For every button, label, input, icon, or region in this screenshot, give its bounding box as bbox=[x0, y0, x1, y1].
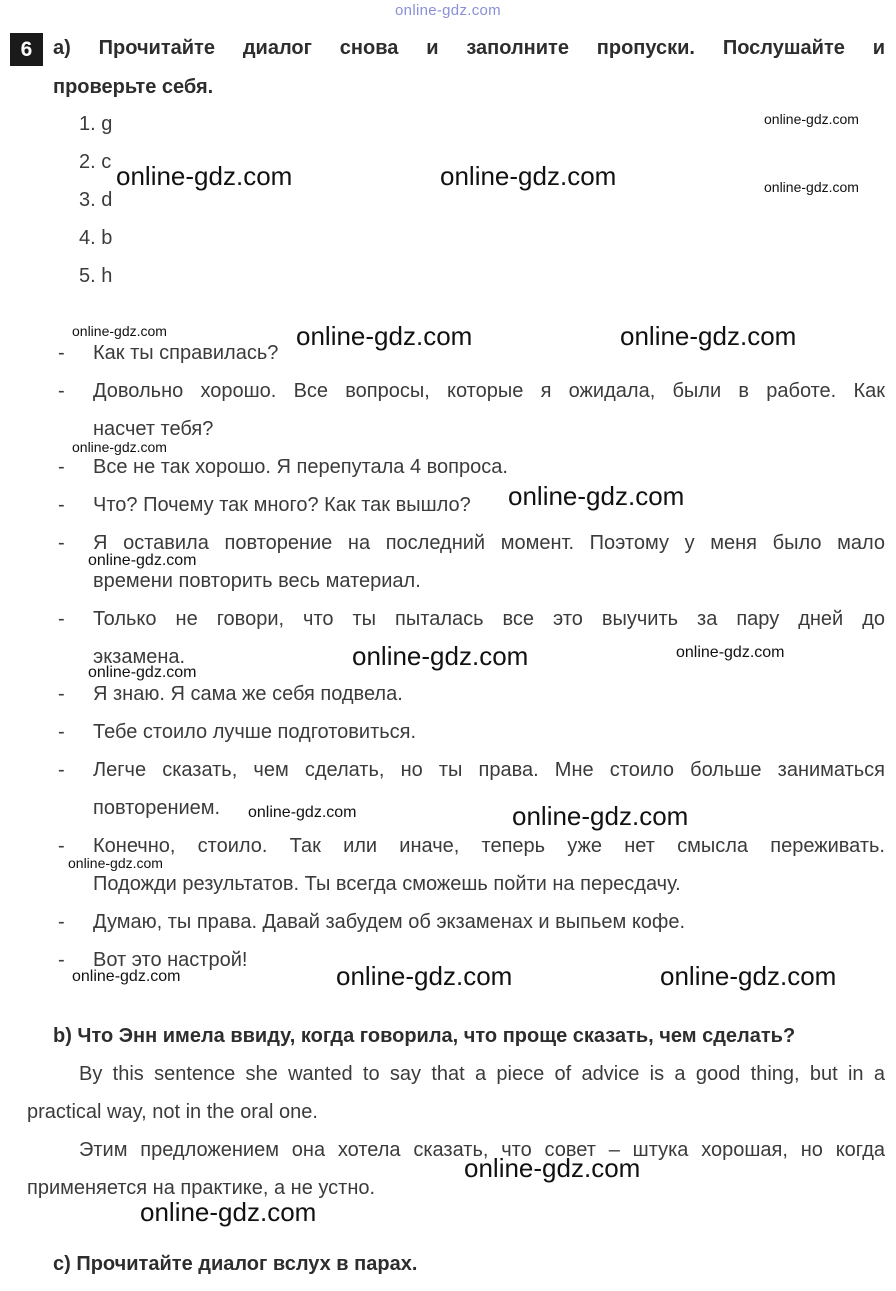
task-b-heading: b) Что Энн имела ввиду, когда говорила, что проще сказать, чем сделать? bbox=[53, 1025, 796, 1047]
task-number-badge: 6 bbox=[10, 33, 43, 66]
dialogue-dash: - bbox=[58, 759, 65, 781]
task-a-heading: a) Прочитайте диалог снова и заполните пропуски. Послушайте и bbox=[53, 37, 885, 59]
dialogue-line: Все не так хорошо. Я перепутала 4 вопроса. bbox=[93, 456, 508, 478]
answer-item: 4. b bbox=[79, 227, 113, 249]
dialogue-line: Я знаю. Я сама же себя подвела. bbox=[93, 683, 403, 705]
answer-item: 5. h bbox=[79, 265, 113, 287]
answer-russian-line: Этим предложением она хотела сказать, что совет – штука хорошая, но когда bbox=[79, 1139, 885, 1161]
dialogue-line: Я оставила повторение на последний момент. Поэтому у меня было мало bbox=[93, 532, 885, 554]
dialogue-dash: - bbox=[58, 835, 65, 857]
watermark: online-gdz.com bbox=[764, 111, 859, 127]
watermark: online-gdz.com bbox=[508, 481, 685, 511]
top-watermark: online-gdz.com bbox=[395, 2, 501, 19]
dialogue-dash: - bbox=[58, 456, 65, 478]
answer-english-line: By this sentence she wanted to say that a piece of advice is a good thing, but in a bbox=[79, 1063, 885, 1085]
watermark: online-gdz.com bbox=[676, 644, 785, 661]
answer-russian-line: применяется на практике, а не устно. bbox=[27, 1177, 376, 1199]
dialogue-line: Подожди результатов. Ты всегда сможешь пойти на пересдачу. bbox=[93, 873, 681, 895]
watermark: online-gdz.com bbox=[336, 961, 513, 991]
dialogue-line: времени повторить весь материал. bbox=[93, 570, 421, 592]
answer-item: 2. c bbox=[79, 151, 112, 173]
dialogue-line: Легче сказать, чем сделать, но ты права. Мне стоило больше заниматься bbox=[93, 759, 885, 781]
answer-english-line: practical way, not in the oral one. bbox=[27, 1101, 318, 1123]
watermark: online-gdz.com bbox=[512, 801, 689, 831]
dialogue-dash: - bbox=[58, 683, 65, 705]
watermark: online-gdz.com bbox=[88, 664, 197, 681]
dialogue-dash: - bbox=[58, 721, 65, 743]
watermark: online-gdz.com bbox=[620, 321, 797, 351]
watermark: online-gdz.com bbox=[660, 961, 837, 991]
watermark: online-gdz.com bbox=[440, 161, 617, 191]
watermark: online-gdz.com bbox=[88, 552, 197, 569]
watermark: online-gdz.com bbox=[72, 323, 167, 339]
dialogue-dash: - bbox=[58, 911, 65, 933]
dialogue-line: Конечно, стоило. Так или иначе, теперь уже нет смысла переживать. bbox=[93, 835, 885, 857]
watermark: online-gdz.com bbox=[764, 179, 859, 195]
watermark: online-gdz.com bbox=[464, 1153, 641, 1183]
task-a-heading-cont: проверьте себя. bbox=[53, 76, 214, 98]
task-c-heading: c) Прочитайте диалог вслух в парах. bbox=[53, 1253, 418, 1275]
dialogue-line: экзамена. bbox=[93, 646, 186, 668]
dialogue-line: Довольно хорошо. Все вопросы, которые я ожидала, были в работе. Как bbox=[93, 380, 885, 402]
watermark: online-gdz.com bbox=[72, 439, 167, 455]
watermark: online-gdz.com bbox=[68, 855, 163, 871]
dialogue-line: Вот это настрой! bbox=[93, 949, 248, 971]
watermark: online-gdz.com bbox=[72, 968, 181, 985]
dialogue-line: Тебе стоило лучше подготовиться. bbox=[93, 721, 417, 743]
dialogue-line: Как ты справилась? bbox=[93, 342, 279, 364]
dialogue-dash: - bbox=[58, 380, 65, 402]
dialogue-line: насчет тебя? bbox=[93, 418, 214, 440]
watermark: online-gdz.com bbox=[296, 321, 473, 351]
dialogue-dash: - bbox=[58, 494, 65, 516]
dialogue-line: Думаю, ты права. Давай забудем об экзаменах и выпьем кофе. bbox=[93, 911, 686, 933]
dialogue-dash: - bbox=[58, 949, 65, 971]
dialogue-dash: - bbox=[58, 608, 65, 630]
dialogue-line: Только не говори, что ты пыталась все это выучить за пару дней до bbox=[93, 608, 885, 630]
answer-item: 3. d bbox=[79, 189, 113, 211]
answer-item: 1. g bbox=[79, 113, 113, 135]
dialogue-line: Что? Почему так много? Как так вышло? bbox=[93, 494, 471, 516]
watermark: online-gdz.com bbox=[248, 804, 357, 821]
dialogue-dash: - bbox=[58, 532, 65, 554]
watermark: online-gdz.com bbox=[140, 1197, 317, 1227]
dialogue-dash: - bbox=[58, 342, 65, 364]
dialogue-line: повторением. bbox=[93, 797, 221, 819]
watermark: online-gdz.com bbox=[352, 641, 529, 671]
watermark: online-gdz.com bbox=[116, 161, 293, 191]
